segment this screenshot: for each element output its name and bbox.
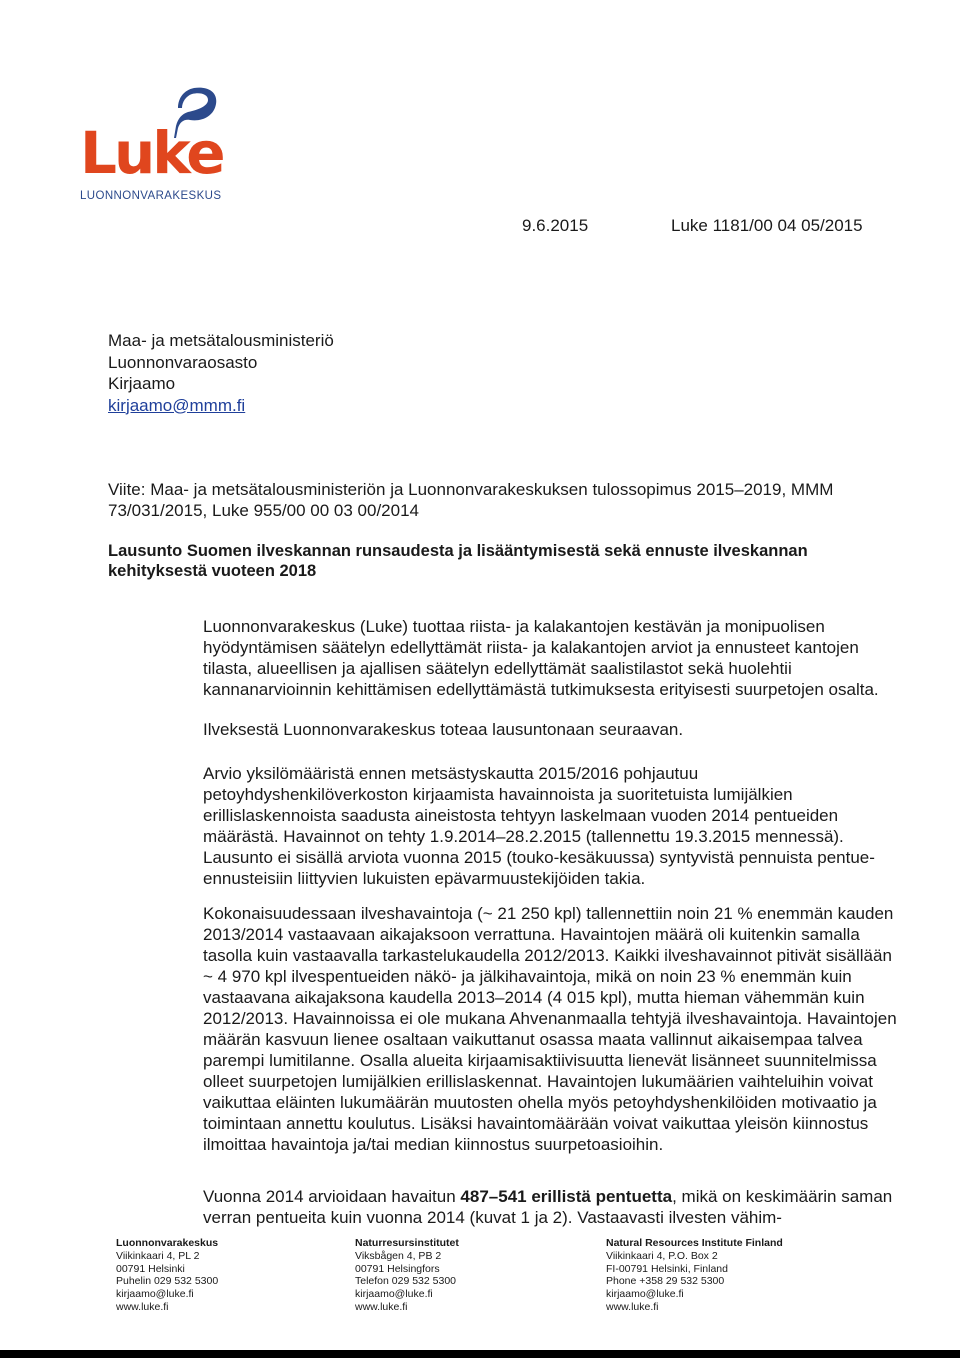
highlighted-figure: 487–541 erillistä pentuetta: [460, 1187, 673, 1206]
footer-city: FI-00791 Helsinki, Finland: [606, 1262, 728, 1275]
body-paragraph: [203, 1186, 903, 1228]
subject-heading: Lausunto Suomen ilveskannan runsaudesta ja lisääntymisestä sekä ennuste ilveskannan kehityksestä vuoteen 2018: [108, 542, 808, 580]
footer-email: kirjaamo@luke.fi: [606, 1288, 684, 1301]
footer-web: www.luke.fi: [116, 1300, 169, 1313]
footer-street: Viikinkaari 4, P.O. Box 2: [606, 1249, 718, 1262]
body-paragraph: Luonnonvarakeskus (Luke) tuottaa riista- ja kalakantojen kestävän ja monipuolisen hyödyntämisen säätelyn edellyttämät riista- ja kalakantojen arviot ja ennusteet kantojen tilasta, alueellisen ja ajallisen säätelyn edellyttämät saalistilastot sekä huolehtii kannanarvioinnin kehittämisen edellyttämästä tutkimuksesta erityisesti suurpetojen osalta.: [203, 617, 879, 699]
footer-street: Viikinkaari 4, PL 2: [116, 1249, 200, 1262]
document-date: 9.6.2015: [522, 216, 589, 235]
footer-web: www.luke.fi: [355, 1300, 408, 1313]
body-paragraph: Kokonaisuudessaan ilveshavaintoja (~ 21 250 kpl) tallennettiin noin 21 % enemmän kauden 2013/2014 vastaavaan aikajaksoon verrattuna. Havaintojen määrä oli kuitenkin samalla tasolla kuin vastaavalla tarkastelukaudella 2012/2013. Kaikki ilveshavainnot pitivät sisällään ~ 4 970 kpl ilvespentueiden näkö- ja jälkihavaintoja, mikä on noin 23 % enemmän kuin vastaavana aikajaksona kaudella 2013–2014 (4 015 kpl), mutta hieman vähemmän kuin 2012/2013. Havainnoissa ei ole mukana Ahvenanmaalla tehtyjä ilveshavaintoja. Havaintojen määrän kasvuun lienee osaltaan vaikuttanut osassa maata vallinnut aikaisempaa talvea parempi lumitilanne. Osalla alueita kirjaamisaktiivisuutta lienevät lisänneet suunnitelmissa olleet suurpetojen lumijälkien erillislaskennat. Havaintojen lukumäärien vaihteluihin voivat vaikuttaa eläinten lukumäärän muutosten ohella myös petoyhdyshenkilöiden motivaatio ja toimintaan annettu koulutus. Lisäksi havaintomäärään voivat vaikuttaa yleisön kiinnostus ilmoittaa havaintoja ja/tai median kiinnostus suurpetoasioihin.: [203, 904, 897, 1154]
footer-web: www.luke.fi: [606, 1300, 659, 1313]
recipient-line: Luonnonvaraosasto: [108, 352, 258, 372]
recipient-block: [108, 330, 334, 416]
body-paragraph: Ilveksestä Luonnonvarakeskus toteaa lausuntonaan seuraavan.: [203, 720, 684, 739]
logo-wordmark: Luke: [80, 119, 223, 187]
recipient-line: Maa- ja metsätalousministeriö: [108, 331, 334, 350]
footer-phone: Phone +358 29 532 5300: [606, 1275, 725, 1288]
logo-subtitle: LUONNONVARAKESKUS: [80, 190, 222, 202]
text-run: , mikä on keskimäärin saman verran pentueita kuin vuonna 2014 (kuvat 1 ja 2). Vastaavasti ilvesten vähim-: [203, 1187, 893, 1227]
footer-email: kirjaamo@luke.fi: [355, 1288, 433, 1301]
luke-logo: [80, 82, 240, 207]
footer-org-name: Luonnonvarakeskus: [116, 1237, 219, 1249]
scan-edge-bar: [0, 1350, 960, 1358]
document-reference: Luke 1181/00 04 05/2015: [671, 216, 863, 235]
footer-org-name: Naturresursinstitutet: [355, 1237, 459, 1249]
footer-phone: Telefon 029 532 5300: [355, 1275, 457, 1288]
footer-street: Viksbågen 4, PB 2: [355, 1249, 442, 1262]
footer-address-fi: [116, 1237, 218, 1314]
footer-org-name: Natural Resources Institute Finland: [606, 1237, 783, 1249]
footer-city: 00791 Helsinki: [116, 1262, 185, 1275]
footer-address-sv: [355, 1237, 459, 1314]
footer-email: kirjaamo@luke.fi: [116, 1288, 194, 1301]
footer-city: 00791 Helsingfors: [355, 1262, 440, 1275]
recipient-email-link[interactable]: kirjaamo@mmm.fi: [108, 395, 246, 415]
body-paragraph: Arvio yksilömääristä ennen metsästyskautta 2015/2016 pohjautuu petoyhdyshenkilöverkoston kirjaamista havainnoista ja suoritetuista lumijälkien erillislaskennoista saadusta aineistosta tehtyyn laskelmaan vuoden 2014 pentueiden määrästä. Havainnot on tehty 1.9.2014–28.2.2015 (tallennettu 19.3.2015 mennessä). Lausunto ei sisällä arviota vuonna 2015 (touko-kesäkuussa) syntyvistä pennuista pentue-ennusteisiin liittyvien lukuisten epävarmuustekijöiden takia.: [203, 764, 875, 888]
recipient-line: Kirjaamo: [108, 374, 176, 393]
reference-line: Viite: Maa- ja metsätalousministeriön ja Luonnonvarakeskuksen tulossopimus 2015–2019, MMM 73/031/2015, Luke 955/00 00 03 00/2014: [108, 480, 834, 520]
text-run: Vuonna 2014 arvioidaan havaitun: [203, 1187, 461, 1206]
footer-phone: Puhelin 029 532 5300: [116, 1275, 219, 1288]
footer-address-en: [606, 1237, 783, 1314]
